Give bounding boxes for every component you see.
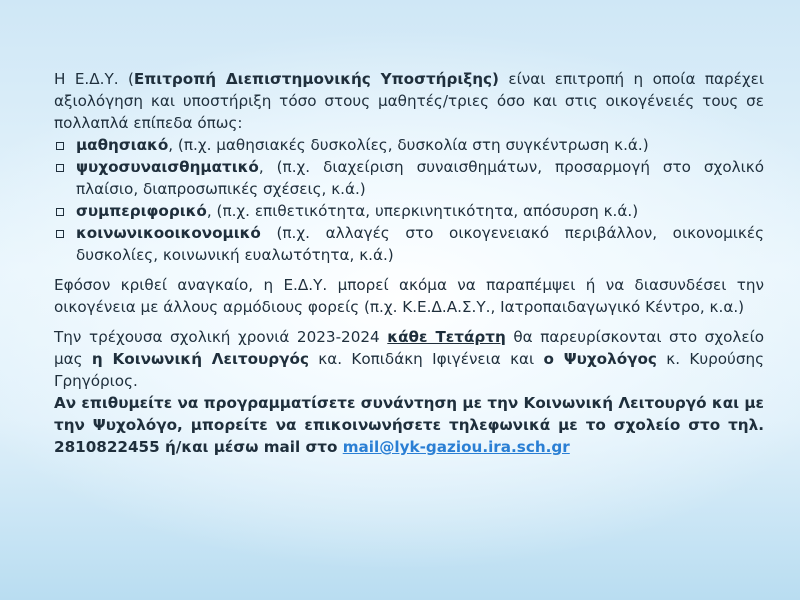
bullet-text: , (π.χ. μαθησιακές δυσκολίες, δυσκολία στη συγκέντρωση κ.ά.) <box>168 136 649 154</box>
email-link[interactable]: mail@lyk-gaziou.ira.sch.gr <box>342 438 570 456</box>
bullet-item <box>54 156 764 200</box>
bullet-text: (π.χ. αλλαγές στο οικογενειακό περιβάλλον, οικονομικές δυσκολίες, κοινωνική ευαλωτότητα, κ.ά.) <box>76 224 764 264</box>
intro-text-a: Η Ε.Δ.Υ. ( <box>54 70 134 88</box>
bullet-term: ψυχοσυναισθηματικό <box>76 158 259 176</box>
intro-paragraph <box>54 68 764 134</box>
social-worker-role: η Κοινωνική Λειτουργός <box>91 350 309 368</box>
bullet-term: κοινωνικοοικονομικό <box>76 224 261 242</box>
psychologist-role: ο Ψυχολόγος <box>543 350 657 368</box>
bullet-term: συμπεριφορικό <box>76 202 207 220</box>
schedule-day: κάθε Τετάρτη <box>387 328 506 346</box>
bullet-term: μαθησιακό <box>76 136 169 154</box>
contact-paragraph <box>54 392 764 458</box>
schedule-text-b: θα παρευρίσκονται στο σχολείο μας <box>54 328 765 368</box>
bullet-item <box>54 134 764 156</box>
square-bullet-icon <box>54 222 76 266</box>
intro-text-c: είναι επιτροπή η οποία παρέχει αξιολόγηση και υποστήριξη τόσο στους μαθητές/τριες όσο και στις οικογένειές τους σε πολλαπλά επίπεδα όπως: <box>54 70 764 132</box>
schedule-text-d: κ. Κυρούσης Γρηγόριος. <box>54 350 764 390</box>
schedule-paragraph <box>54 326 764 392</box>
square-bullet-icon <box>54 156 76 200</box>
bullet-text: , (π.χ. επιθετικότητα, υπερκινητικότητα, απόσυρση κ.ά.) <box>206 202 639 220</box>
square-bullet-icon <box>54 200 76 222</box>
referral-paragraph: Εφόσον κριθεί αναγκαίο, η Ε.Δ.Υ. μπορεί ακόμα να παραπέμψει ή να διασυνδέσει την οικογένεια με άλλους αρμόδιους φορείς (π.χ. Κ.Ε.Δ.Α.Σ.Υ., Ιατροπαιδαγωγικό Κέντρο, κ.α.) <box>54 276 764 316</box>
committee-name: Επιτροπή Διεπιστημονικής Υποστήριξης) <box>133 70 499 88</box>
bullet-text: , (π.χ. διαχείριση συναισθημάτων, προσαρμογή στο σχολικό πλαίσιο, διαπροσωπικές σχέσεις, κ.ά.) <box>76 158 764 198</box>
schedule-text-c: κα. Κοπιδάκη Ιφιγένεια και <box>308 350 544 368</box>
contact-text: Αν επιθυμείτε να προγραμματίσετε συνάντηση με την Κοινωνική Λειτουργό και με την Ψυχολόγο, μπορείτε να επικοινωνήσετε τηλεφωνικά με το σχολείο στο τηλ. 2810822455 ή/και μέσω mail στο <box>54 394 764 456</box>
bullet-item <box>54 222 764 266</box>
square-bullet-icon <box>54 134 76 156</box>
slide-content <box>54 68 764 458</box>
schedule-text-a: Την τρέχουσα σχολική χρονιά 2023-2024 <box>54 328 388 346</box>
bullet-item <box>54 200 764 222</box>
